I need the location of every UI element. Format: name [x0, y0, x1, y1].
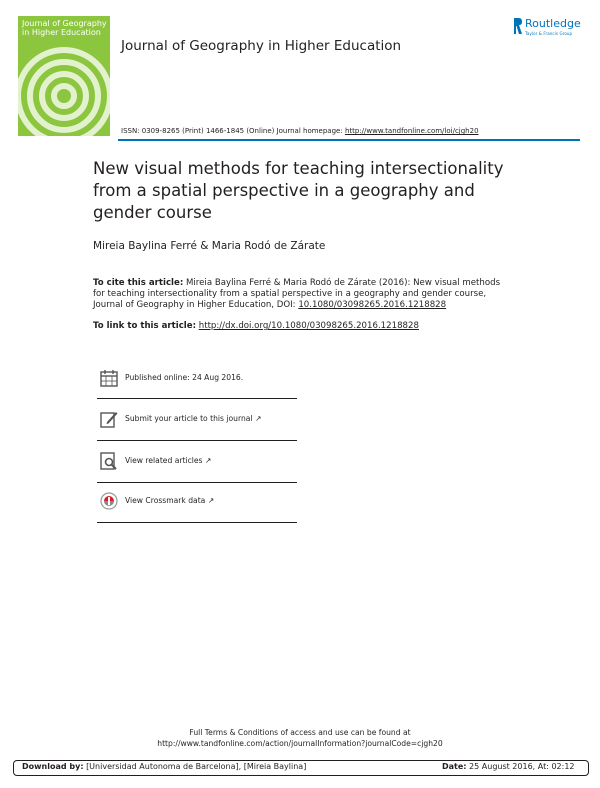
article-title: New visual methods for teaching intersectionality from a spatial perspective in a geography and gender course — [93, 159, 504, 222]
terms-link[interactable]: http://www.tandfonline.com/action/journalInformation?journalCode=cjgh20 — [157, 739, 443, 748]
edit-icon — [100, 410, 118, 428]
link-block — [93, 321, 513, 332]
issn-text: ISSN: 0309-8265 (Print) 1466-1845 (Online) Journal homepage: — [121, 127, 343, 135]
cite-label: To cite this article: — [93, 278, 184, 288]
crossmark-row[interactable] — [97, 489, 297, 525]
journal-title[interactable]: Journal of Geography in Higher Education — [121, 38, 402, 54]
article-link[interactable]: http://dx.doi.org/10.1080/03098265.2016.1218828 — [198, 321, 419, 331]
journal-cover — [18, 16, 110, 136]
crossmark-link[interactable]: View Crossmark data ↗ — [125, 496, 215, 505]
download-by: Download by: [Universidad Autonoma de Barcelona], [Mireia Baylina] — [22, 762, 307, 771]
doi-link[interactable]: 10.1080/03098265.2016.1218828 — [298, 300, 447, 310]
header-divider — [118, 139, 580, 141]
cite-text: Mireia Baylina Ferré & Maria Rodó de Zárate (2016): New visual methods for teaching intersectionality from a spatial perspective in a geography and gender course, Journal of Geography in Higher Education, DOI: — [93, 278, 501, 310]
submit-article-row[interactable] — [97, 407, 297, 443]
external-link-icon: ↗ — [204, 456, 212, 465]
info-divider — [97, 398, 297, 399]
related-articles-link[interactable]: View related articles ↗ — [125, 456, 212, 465]
external-link-icon: ↗ — [254, 414, 262, 423]
search-document-icon — [100, 452, 118, 470]
info-divider — [97, 440, 297, 441]
related-articles-row[interactable] — [97, 449, 297, 485]
external-link-icon: ↗ — [207, 496, 215, 505]
issn-line — [121, 127, 479, 135]
link-label: To link to this article: — [93, 321, 197, 331]
calendar-icon — [100, 369, 118, 387]
citation-block — [93, 278, 513, 311]
info-divider — [97, 522, 297, 523]
article-authors: Mireia Baylina Ferré & Maria Rodó de Zárate — [93, 240, 326, 252]
crossmark-icon — [100, 492, 118, 510]
info-divider — [97, 482, 297, 483]
routledge-logo-icon — [512, 17, 523, 35]
download-info-box — [13, 760, 589, 776]
publisher-tagline: Taylor & Francis Group — [525, 31, 573, 36]
published-online-text: Published online: 24 Aug 2016. — [125, 373, 244, 382]
terms-line: Full Terms & Conditions of access and use can be found at — [189, 728, 411, 737]
terms-footer — [0, 727, 600, 749]
journal-homepage-link[interactable]: http://www.tandfonline.com/loi/cjgh20 — [344, 127, 479, 135]
download-date: Date: 25 August 2016, At: 02:12 — [442, 762, 575, 771]
cover-title: Journal of Geography in Higher Education — [22, 19, 107, 37]
publisher-name: Routledge — [525, 17, 581, 30]
published-online-row — [97, 366, 297, 402]
publisher-logo[interactable] — [512, 16, 584, 44]
submit-article-link[interactable]: Submit your article to this journal ↗ — [125, 414, 262, 423]
